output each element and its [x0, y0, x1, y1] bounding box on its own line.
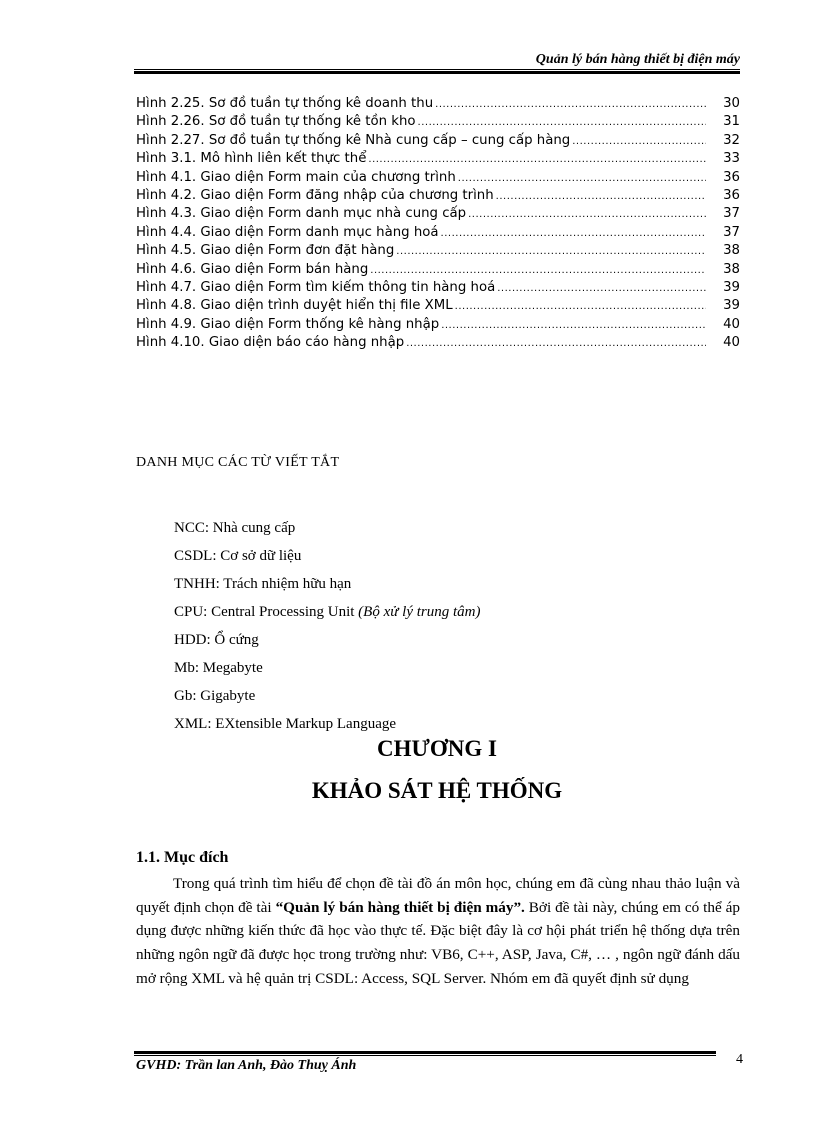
body-paragraph — [136, 872, 740, 991]
toc-label: Hình 4.8. Giao diện trình duyệt hiển thị file XML — [136, 298, 453, 314]
footer-rule-thick — [134, 1051, 716, 1054]
toc-page: 38 — [723, 243, 740, 259]
toc-page: 39 — [723, 298, 740, 314]
section-body — [136, 872, 740, 991]
toc-row — [136, 261, 740, 279]
chapter-title: KHẢO SÁT HỆ THỐNG — [311, 778, 563, 803]
toc-page: 37 — [723, 206, 740, 222]
toc-label: Hình 4.7. Giao diện Form tìm kiếm thông tin hàng hoá — [136, 279, 496, 295]
toc-label: Hình 2.26. Sơ đồ tuần tự thống kê tồn kho — [136, 114, 416, 130]
abbreviation-item — [174, 682, 481, 710]
toc-row — [136, 242, 740, 260]
toc-page: 30 — [723, 96, 740, 111]
toc-page: 37 — [723, 224, 740, 240]
toc-row — [136, 150, 740, 168]
toc-label: Hình 4.2. Giao diện Form đăng nhập của chương trình — [136, 187, 494, 203]
figure-list — [136, 95, 740, 352]
toc-page: 40 — [723, 335, 740, 351]
toc-label: Hình 2.25. Sơ đồ tuần tự thống kê doanh thu — [136, 96, 434, 111]
toc-leader — [418, 114, 706, 132]
toc-label: Hình 4.4. Giao diện Form danh mục hàng hoá — [136, 224, 439, 240]
toc-row — [136, 297, 740, 315]
abbreviation-text: Mb: Megabyte — [174, 660, 263, 676]
header-title: Quản lý bán hàng thiết bị điện máy — [535, 52, 740, 67]
toc-row — [136, 334, 740, 352]
header-rule-thin — [134, 69, 740, 70]
toc-leader — [368, 151, 706, 169]
toc-leader — [572, 133, 706, 151]
body-text-before: Trong quá trình tìm hiểu để chọn đề tài đồ án môn học, chúng em đã cùng nhau thảo luận và quyết định chọn đề tài — [136, 875, 740, 916]
toc-leader — [497, 280, 706, 298]
toc-row — [136, 132, 740, 150]
header-rule-thick — [134, 71, 740, 74]
toc-page: 40 — [723, 316, 740, 332]
abbreviation-text: TNHH: Trách nhiệm hữu hạn — [174, 576, 352, 592]
abbreviation-text: Gb: Gigabyte — [174, 688, 256, 704]
toc-page: 36 — [723, 169, 740, 185]
toc-leader — [406, 335, 706, 353]
toc-label: Hình 4.10. Giao diện báo cáo hàng nhập — [136, 335, 405, 351]
section-heading: 1.1. Mục đích — [136, 849, 229, 866]
body-text-after: Bởi đề tài này, chúng em có thể áp dụng được những kiến thức đã học vào thực tế. Đặc biệt đây là cơ hội phát triển hệ thống dựa trên những ngôn ngữ đã được học trong trường như: VB6, C++, ASP, Java, C#, … , ngôn ngữ đánh dấu mở rộng XML và hệ quản trị CSDL: Access, SQL Server. Nhóm em đã quyết định sử dụng — [136, 898, 741, 987]
toc-label: Hình 4.9. Giao diện Form thống kê hàng nhập — [136, 316, 440, 332]
toc-page: 38 — [723, 261, 740, 277]
project-title: “Quản lý bán hàng thiết bị điện máy”. — [275, 898, 525, 916]
toc-leader — [455, 298, 706, 316]
toc-label: Hình 4.1. Giao diện Form main của chương trình — [136, 169, 456, 185]
toc-label: Hình 4.3. Giao diện Form danh mục nhà cung cấp — [136, 206, 467, 222]
toc-label: Hình 3.1. Mô hình liên kết thực thể — [136, 151, 367, 167]
toc-page: 33 — [723, 151, 740, 167]
toc-leader — [468, 206, 706, 224]
toc-leader — [396, 243, 706, 261]
toc-leader — [370, 262, 706, 280]
abbreviation-text: NCC: Nhà cung cấp — [174, 520, 296, 536]
abbreviation-note: (Bộ xử lý trung tâm) — [358, 604, 481, 620]
toc-leader — [441, 225, 706, 243]
abbreviation-text: CPU: Central Processing Unit — [174, 604, 359, 620]
footer-supervisor: GVHD: Trần lan Anh, Đào Thuỵ Ánh — [136, 1058, 357, 1073]
toc-page: 36 — [723, 187, 740, 203]
abbreviation-item — [174, 710, 481, 738]
abbreviation-item — [174, 570, 481, 598]
abbreviation-item — [174, 654, 481, 682]
footer-rule-thin — [134, 1055, 716, 1056]
toc-leader — [435, 96, 706, 114]
abbreviation-item — [174, 626, 481, 654]
abbreviation-item — [174, 514, 481, 542]
toc-page: 39 — [723, 279, 740, 295]
chapter-number: CHƯƠNG I — [377, 736, 497, 761]
toc-row — [136, 224, 740, 242]
toc-row — [136, 95, 740, 113]
abbreviations-list — [174, 514, 481, 738]
abbreviations-heading: DANH MỤC CÁC TỪ VIẾT TẮT — [136, 455, 340, 470]
abbreviation-text: XML: EXtensible Markup Language — [174, 716, 397, 732]
toc-row — [136, 279, 740, 297]
toc-label: Hình 2.27. Sơ đồ tuần tự thống kê Nhà cung cấp – cung cấp hàng — [136, 132, 571, 148]
abbreviation-text: HDD: Ổ cứng — [174, 632, 259, 648]
page-number: 4 — [736, 1052, 743, 1067]
toc-row — [136, 169, 740, 187]
abbreviation-item — [174, 542, 481, 570]
abbreviation-text: CSDL: Cơ sở dữ liệu — [174, 548, 302, 564]
toc-leader — [496, 188, 706, 206]
toc-label: Hình 4.5. Giao diện Form đơn đặt hàng — [136, 243, 395, 259]
toc-row — [136, 113, 740, 131]
toc-row — [136, 205, 740, 223]
toc-page: 32 — [723, 132, 740, 148]
toc-row — [136, 316, 740, 334]
abbreviation-item — [174, 598, 481, 626]
toc-row — [136, 187, 740, 205]
toc-leader — [441, 317, 706, 335]
toc-leader — [458, 170, 706, 188]
toc-page: 31 — [723, 114, 740, 130]
toc-label: Hình 4.6. Giao diện Form bán hàng — [136, 261, 369, 277]
